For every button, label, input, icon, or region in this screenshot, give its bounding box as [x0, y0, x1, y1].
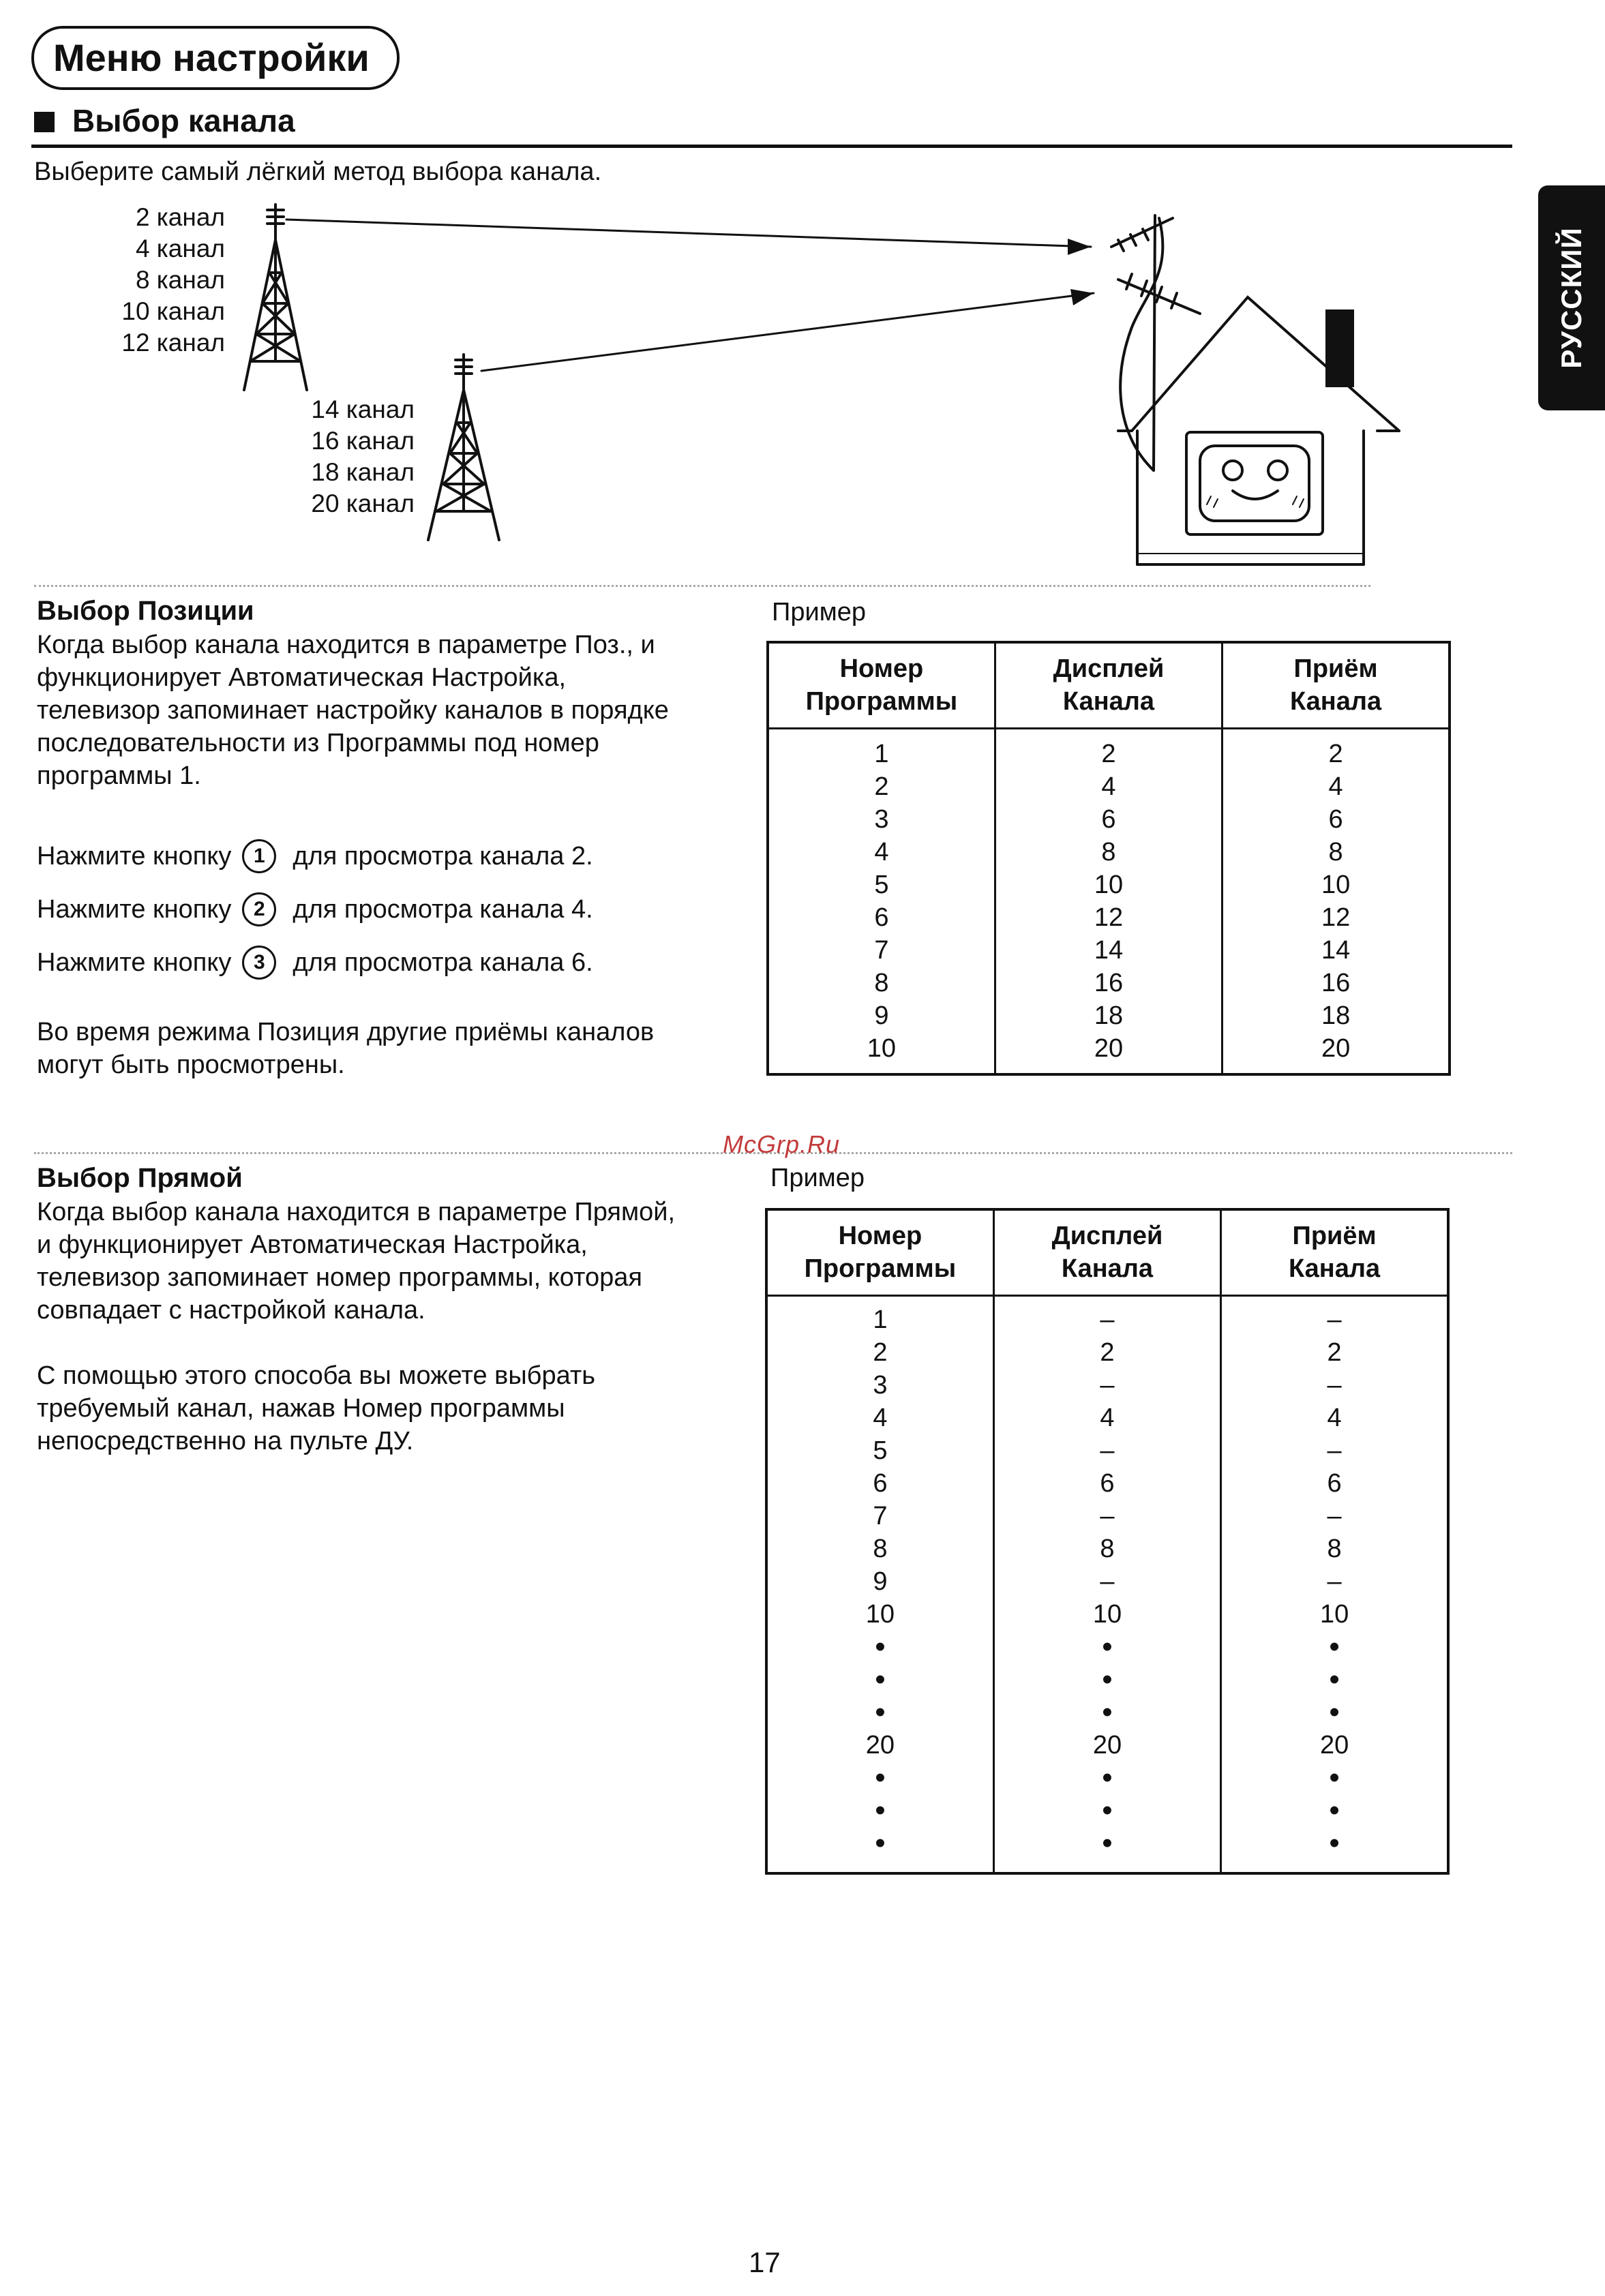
table-cell: 4: [1328, 772, 1343, 801]
tower-icon: [244, 205, 307, 390]
table-cell: 14: [1321, 935, 1351, 965]
table-cell: 8: [1100, 1534, 1115, 1563]
table-cell: •: [875, 1629, 886, 1663]
column-header: Приём Канала: [1222, 642, 1450, 728]
watermark: McGrp.Ru: [723, 1130, 841, 1158]
table-cell: 8: [1101, 837, 1116, 866]
channel-label: 12 канал: [121, 329, 225, 357]
table-cell: 4: [874, 837, 889, 866]
direct-heading: Выбор Прямой: [37, 1163, 243, 1193]
page-number: 17: [749, 2246, 781, 2278]
table-cell: –: [1327, 1436, 1342, 1465]
table-cell: 12: [1094, 903, 1124, 932]
instruction-prefix: Нажмите кнопку: [37, 895, 232, 924]
table-cell: 1: [874, 739, 889, 768]
table-cell: 6: [1101, 804, 1116, 834]
intro-text: Выберите самый лёгкий метод выбора канала.: [34, 157, 602, 186]
instruction-line: [37, 837, 593, 890]
table-cell: 1: [873, 1305, 888, 1334]
table-cell: –: [1327, 1501, 1342, 1530]
text-line: непосредственно на пульте ДУ.: [37, 1427, 414, 1455]
table-cell: 20: [1319, 1730, 1349, 1759]
remote-button-2: 2: [242, 892, 276, 926]
instruction-suffix: для просмотра канала 6.: [292, 948, 593, 977]
table-cell: 8: [1327, 1534, 1342, 1563]
channel-label: 10 канал: [121, 297, 225, 325]
channel-label: 4 канал: [135, 235, 225, 262]
text-line: могут быть просмотрены.: [37, 1051, 345, 1079]
table-cell: •: [1102, 1629, 1113, 1663]
direct-channel-table: [765, 1208, 1450, 1875]
text-line: последовательности из Программы под номер: [37, 729, 599, 757]
table-cell: 20: [865, 1730, 895, 1759]
table-cell: 4: [1100, 1403, 1115, 1432]
table-cell: 10: [1092, 1599, 1122, 1629]
table-cell: •: [1102, 1793, 1113, 1827]
instruction-suffix: для просмотра канала 2.: [292, 842, 593, 871]
table-cell: 2: [1101, 739, 1116, 768]
text-line: совпадает с настройкой канала.: [37, 1296, 425, 1325]
table-cell: 10: [867, 1033, 897, 1063]
text-line: С помощью этого способа вы можете выбрать: [37, 1361, 596, 1390]
table-cell: 6: [1327, 1468, 1342, 1498]
table-cell: 2: [1327, 1338, 1342, 1367]
table-cell: •: [875, 1695, 886, 1729]
example-label: Пример: [772, 598, 867, 626]
channel-display-column: [993, 1295, 1220, 1873]
table-cell: •: [1329, 1662, 1340, 1696]
text-line: телевизор запоминает номер программы, которая: [37, 1263, 642, 1292]
table-cell: 7: [874, 935, 889, 965]
remote-button-3: 3: [242, 946, 276, 980]
text-line: телевизор запоминает настройку каналов в порядке: [37, 696, 669, 725]
text-line: программы 1.: [37, 761, 201, 790]
column-header: Приём Канала: [1221, 1209, 1448, 1295]
table-cell: •: [1102, 1826, 1113, 1860]
table-cell: 20: [1321, 1033, 1351, 1063]
arrow-icon: [1070, 289, 1094, 305]
arrow-icon: [1068, 239, 1091, 255]
table-cell: –: [1327, 1567, 1342, 1596]
channel-label: 16 канал: [311, 427, 415, 455]
tower-icon: [428, 354, 499, 540]
table-cell: •: [875, 1662, 886, 1696]
table-cell: –: [1327, 1370, 1342, 1400]
table-cell: 18: [1321, 1001, 1351, 1030]
table-cell: –: [1100, 1436, 1115, 1465]
menu-title: Меню настройки: [31, 26, 400, 90]
channel-label: 8 канал: [135, 266, 225, 294]
position-heading: Выбор Позиции: [37, 596, 254, 626]
column-header: Номер Программы: [766, 1209, 993, 1295]
table-cell: –: [1327, 1305, 1342, 1334]
instruction-prefix: Нажмите кнопку: [37, 842, 232, 871]
language-tab-label: РУССКИЙ: [1555, 227, 1587, 369]
section-title-text: Выбор канала: [72, 103, 295, 138]
direct-paragraph-1: [37, 1196, 675, 1327]
table-cell: –: [1100, 1501, 1115, 1530]
instruction-prefix: Нажмите кнопку: [37, 948, 232, 977]
table-cell: •: [1329, 1826, 1340, 1860]
example-label: Пример: [770, 1164, 865, 1192]
table-cell: 6: [874, 903, 889, 932]
signal-line: [286, 220, 1091, 247]
remote-button-1: 1: [242, 839, 276, 873]
table-cell: 6: [873, 1468, 888, 1498]
table-cell: 18: [1094, 1001, 1124, 1030]
column-header: Дисплей Канала: [995, 642, 1222, 728]
table-cell: •: [875, 1826, 886, 1860]
table-cell: •: [875, 1793, 886, 1827]
channel-label: 18 канал: [311, 458, 415, 486]
table-cell: •: [875, 1760, 886, 1794]
table-cell: 2: [873, 1338, 888, 1367]
broadcast-diagram: [0, 0, 1605, 586]
table-cell: –: [1100, 1370, 1115, 1400]
table-cell: 8: [873, 1534, 888, 1563]
signal-line: [481, 293, 1094, 371]
column-header: Номер Программы: [768, 642, 995, 728]
table-cell: •: [1102, 1662, 1113, 1696]
table-cell: 4: [1101, 772, 1116, 801]
table-cell: •: [1329, 1629, 1340, 1663]
table-cell: 14: [1094, 935, 1124, 965]
program-number-column: [766, 1295, 993, 1873]
table-cell: 16: [1321, 968, 1351, 997]
table-cell: 5: [874, 870, 889, 899]
text-line: Когда выбор канала находится в параметре Поз., и: [37, 631, 655, 659]
table-cell: 8: [1328, 837, 1343, 866]
table-cell: 4: [1327, 1403, 1342, 1432]
position-paragraph: [37, 629, 669, 792]
table-cell: 10: [1319, 1599, 1349, 1629]
table-cell: 3: [873, 1370, 888, 1400]
table-cell: 5: [873, 1436, 888, 1465]
table-cell: 2: [1100, 1338, 1115, 1367]
position-instructions: [37, 837, 593, 997]
table-cell: 2: [1328, 739, 1343, 768]
position-note: [37, 1016, 654, 1081]
table-cell: 9: [873, 1567, 888, 1596]
table-cell: –: [1100, 1567, 1115, 1596]
channel-reception-column: [1222, 728, 1450, 1074]
instruction-line: [37, 890, 593, 943]
dotted-separator: [34, 585, 1370, 587]
table-cell: 20: [1094, 1033, 1124, 1063]
text-line: Во время режима Позиция другие приёмы каналов: [37, 1018, 655, 1046]
table-cell: 6: [1100, 1468, 1115, 1498]
table-cell: •: [1329, 1793, 1340, 1827]
table-cell: •: [1102, 1760, 1113, 1794]
instruction-line: [37, 943, 593, 997]
position-channel-table: [766, 641, 1451, 1076]
text-line: Когда выбор канала находится в параметре Прямой,: [37, 1198, 676, 1226]
table-cell: –: [1100, 1305, 1115, 1334]
table-cell: 7: [873, 1501, 888, 1530]
table-cell: 16: [1094, 968, 1124, 997]
table-cell: •: [1329, 1695, 1340, 1729]
table-cell: 3: [874, 804, 889, 834]
channel-display-column: [995, 728, 1222, 1074]
table-cell: 10: [1321, 870, 1351, 899]
channel-label: 14 канал: [311, 395, 415, 423]
tv-icon: [1186, 432, 1323, 534]
table-cell: 20: [1092, 1730, 1122, 1759]
table-cell: 10: [1094, 870, 1124, 899]
text-line: и функционирует Автоматическая Настройка,: [37, 1230, 588, 1259]
instruction-suffix: для просмотра канала 4.: [292, 895, 593, 924]
table-cell: 8: [874, 968, 889, 997]
text-line: требуемый канал, нажав Номер программы: [37, 1394, 565, 1423]
table-cell: 10: [865, 1599, 895, 1629]
direct-paragraph-2: [37, 1359, 595, 1457]
column-header: Дисплей Канала: [993, 1209, 1220, 1295]
text-line: функционирует Автоматическая Настройка,: [37, 663, 567, 692]
channel-label: 20 канал: [311, 489, 415, 517]
table-cell: 9: [874, 1001, 889, 1030]
channel-label: 2 канал: [135, 203, 225, 231]
table-cell: 2: [874, 772, 889, 801]
table-cell: •: [1329, 1760, 1340, 1794]
table-cell: •: [1102, 1695, 1113, 1729]
table-cell: 12: [1321, 903, 1351, 932]
channel-reception-column: [1221, 1295, 1448, 1873]
program-number-column: [768, 728, 995, 1074]
table-cell: 6: [1328, 804, 1343, 834]
table-cell: 4: [873, 1403, 888, 1432]
